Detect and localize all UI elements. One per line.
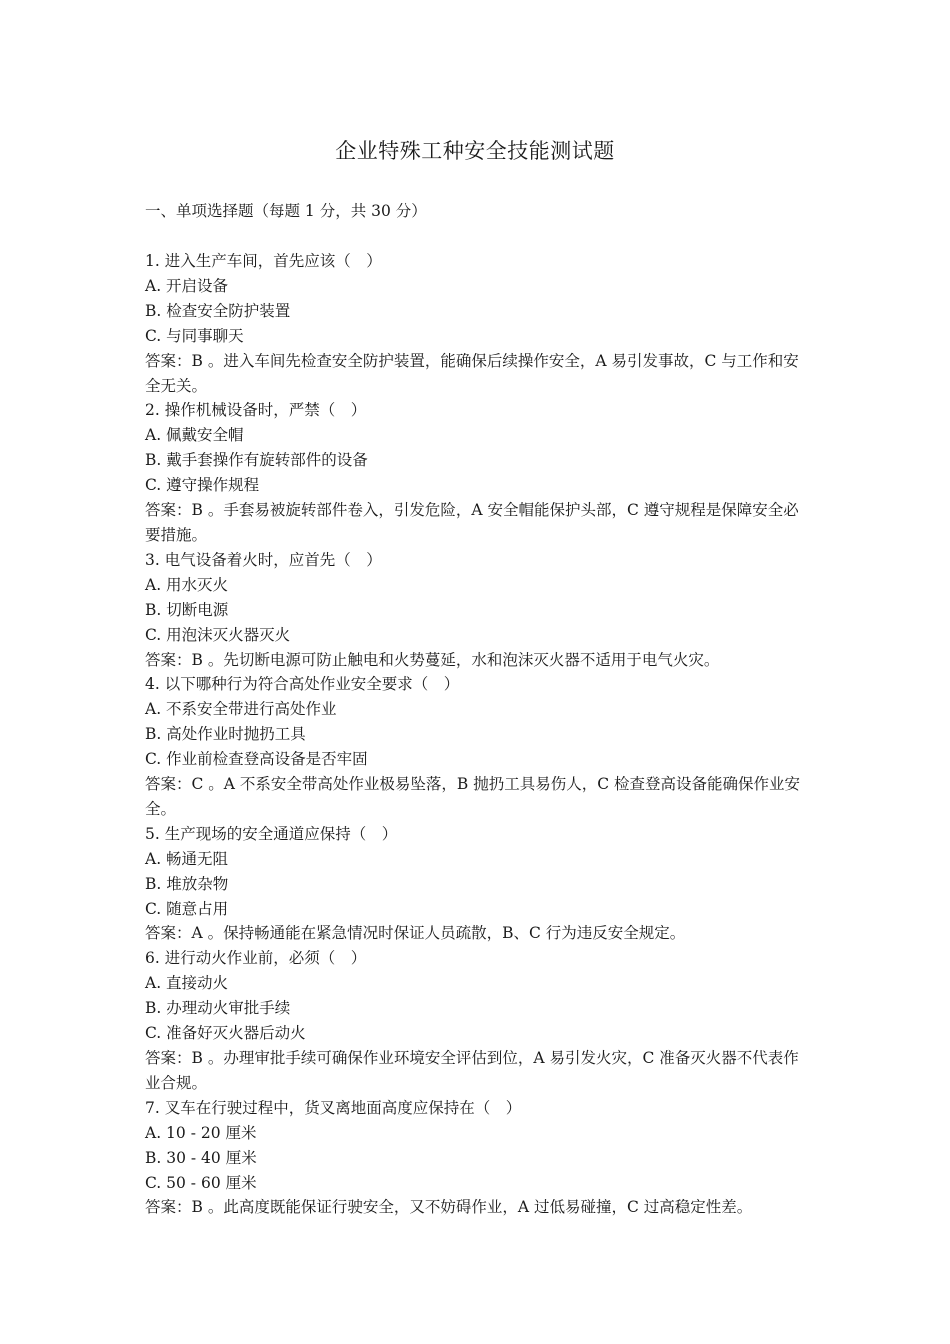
question-stem: 5. 生产现场的安全通道应保持（ ） (145, 824, 398, 843)
question-option: B. 堆放杂物 (145, 874, 229, 893)
question-option: B. 办理动火审批手续 (145, 999, 291, 1018)
question-option: A. 直接动火 (145, 974, 229, 993)
question-stem: 2. 操作机械设备时，严禁（ ） (145, 401, 367, 420)
question-answer: 答案：B 。先切断电源可防止触电和火势蔓延，水和泡沫灭火器不适用于电气火灾。 (145, 650, 720, 669)
question-block (145, 548, 810, 673)
question-answer: 答案：B 。此高度既能保证行驶安全，又不妨碍作业，A 过低易碰撞，C 过高稳定性差。 (145, 1198, 753, 1217)
question-option: A. 10 - 20 厘米 (145, 1123, 257, 1142)
question-option: A. 开启设备 (145, 276, 229, 295)
question-option: C. 作业前检查登高设备是否牢固 (145, 750, 368, 769)
question-stem: 4. 以下哪种行为符合高处作业安全要求（ ） (145, 675, 460, 694)
question-option: C. 准备好灭火器后动火 (145, 1024, 306, 1043)
question-answer: 答案：C 。A 不系安全带高处作业极易坠落，B 抛扔工具易伤人，C 检查登高设备能确保作业安全。 (145, 775, 801, 818)
question-option: B. 30 - 40 厘米 (145, 1148, 257, 1167)
question-answer: 答案：B 。办理审批手续可确保作业环境安全评估到位，A 易引发火灾，C 准备灭火器不代表作业合规。 (145, 1049, 799, 1092)
question-answer: 答案：A 。保持畅通能在紧急情况时保证人员疏散，B、C 行为违反安全规定。 (145, 924, 686, 943)
question-option: C. 用泡沫灭火器灭火 (145, 625, 291, 644)
question-block (145, 822, 810, 947)
question-block (145, 249, 810, 398)
question-option: A. 畅通无阻 (145, 849, 229, 868)
question-option: C. 50 - 60 厘米 (145, 1173, 257, 1192)
question-option: C. 与同事聊天 (145, 326, 244, 345)
question-option: A. 用水灭火 (145, 575, 229, 594)
question-block (145, 672, 810, 821)
question-option: B. 检查安全防护装置 (145, 301, 291, 320)
question-list (145, 249, 810, 1220)
question-stem: 7. 叉车在行驶过程中，货叉离地面高度应保持在（ ） (145, 1098, 522, 1117)
question-option: A. 佩戴安全帽 (145, 426, 244, 445)
question-option: C. 遵守操作规程 (145, 476, 260, 495)
section-heading: 一、单项选择题（每题 1 分，共 30 分） (145, 202, 427, 220)
question-block (145, 946, 810, 1095)
question-option: A. 不系安全带进行高处作业 (145, 700, 337, 719)
question-answer: 答案：B 。进入车间先检查安全防护装置，能确保后续操作安全，A 易引发事故，C 与工作和安全无关。 (145, 351, 799, 395)
question-block (145, 398, 810, 547)
document-title: 企业特殊工种安全技能测试题 (335, 139, 615, 163)
question-block (145, 1096, 810, 1221)
question-stem: 3. 电气设备着火时，应首先（ ） (145, 550, 382, 569)
question-option: B. 切断电源 (145, 600, 229, 619)
question-option: B. 戴手套操作有旋转部件的设备 (145, 451, 368, 470)
question-option: C. 随意占用 (145, 899, 229, 918)
question-option: B. 高处作业时抛扔工具 (145, 725, 306, 744)
question-answer: 答案：B 。手套易被旋转部件卷入，引发危险，A 安全帽能保护头部，C 遵守规程是保障安全必要措施。 (145, 501, 799, 544)
question-stem: 6. 进行动火作业前，必须（ ） (145, 949, 367, 968)
question-stem: 1. 进入生产车间，首先应该（ ） (145, 252, 382, 270)
